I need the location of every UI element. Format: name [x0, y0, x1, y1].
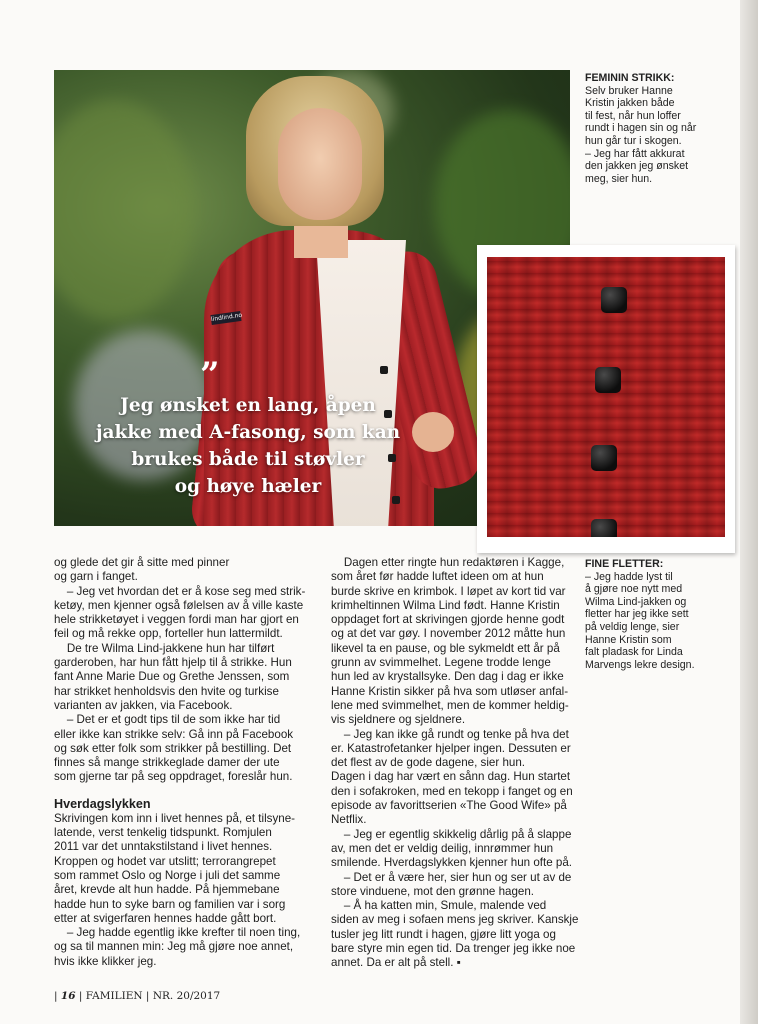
caption-heading: FEMININ STRIKK: [585, 72, 675, 84]
caption-line: til fest, når hun loffer [585, 109, 681, 122]
article-text-line: er. Katastrofetanker hjelper ingen. Dessuten er [331, 741, 571, 755]
cardigan-button-closeup [591, 445, 617, 471]
caption-line: Wilma Lind-jakken og [585, 595, 687, 608]
caption-line: den jakken jeg ønsket [585, 160, 689, 173]
article-text-line: likevel ta en pause, og ble sykmeldt ett år på [331, 641, 560, 655]
caption-line: falt pladask for Linda [585, 646, 683, 659]
cardigan-button-closeup [595, 367, 621, 393]
caption-line: Marvengs lekre design. [585, 658, 695, 671]
article-text-line: av, men det er veldig deilig, innrømmer hun [331, 841, 554, 855]
article-text-line: og sa til mannen min: Jeg må gjøre noe annet, [54, 940, 294, 954]
caption-line: å gjøre noe nytt med [585, 583, 683, 596]
hand [412, 412, 454, 452]
article-text-line: året, krevde alt hun hadde. På hjemmebane [54, 883, 280, 897]
face [278, 108, 362, 220]
article-text-line: Dagen etter ringte hun redaktøren i Kagge, [331, 556, 565, 569]
article-text-line: hun led av krystallsyke. Den dag i dag er ikke [331, 670, 564, 684]
pull-quote [88, 392, 408, 500]
article-text-line: og garn i fanget. [54, 570, 138, 584]
caption-line: på veldig lenge, sier [585, 620, 680, 633]
sleeve-brand-tag: lindlind.no [210, 311, 243, 324]
article-text-line: – Jeg hadde egentlig ikke krefter til noen ting, [54, 926, 301, 940]
footer-separator: | [78, 990, 83, 1002]
article-text-line: eller ikke kan strikke selv: Gå inn på Facebook [54, 727, 294, 741]
article-text-line: latende, verst tenkelig tidspunkt. Romjulen [54, 826, 272, 840]
article-text-line: den i sofakroken, med en tekopp i fanget og en [331, 784, 573, 798]
article-text-line: krimheltinnen Wilma Lind født. Hanne Kristin [331, 598, 560, 612]
article-text-line: De tre Wilma Lind-jakkene hun har tilført [54, 641, 275, 655]
article-text-line: og at det var gøy. I november 2012 måtte hun [331, 627, 566, 641]
article-text-line: burde skrive en krimbok. I løpet av kort tid var [331, 584, 566, 598]
column-text-block [54, 812, 316, 969]
article-text-line: finnes så mange strikkeglade damer der ute [54, 756, 280, 770]
article-text-line: episode av favorittserien «The Good Wife» på [331, 799, 567, 813]
article-text-line: oppdaget fort at skrivingen gjorde henne godt [331, 613, 565, 627]
article-text-line: vis sjeldnere og sjeldnere. [331, 713, 466, 727]
caption-line: hun går tur i skogen. [585, 134, 682, 147]
article-column-1 [54, 556, 316, 969]
magazine-name: FAMILIEN [85, 990, 143, 1002]
article-text-line: som gjerne tar på seg oppdraget, foreslår hun. [54, 770, 293, 784]
column-text-block [54, 556, 316, 785]
cardigan-button-closeup [591, 519, 617, 537]
article-text-line: Skrivingen kom inn i livet hennes på, et tilsyne- [54, 811, 296, 825]
quote-mark: ” [200, 355, 220, 395]
page-number: 16 [60, 990, 76, 1002]
issue-number: NR. 20/2017 [152, 990, 221, 1002]
article-text-line: varianten av jakken, via Facebook. [54, 698, 233, 712]
cable-knit-closeup [487, 257, 725, 537]
article-text-line: og søk etter folk som strikker på bestilling. Det [54, 741, 292, 755]
article-column-2 [331, 556, 577, 971]
article-text-line: – Å ha katten min, Smule, malende ved [331, 899, 547, 913]
caption-heading: FINE FLETTER: [585, 558, 664, 570]
article-text-line: Netflix. [331, 813, 367, 827]
article-text-line: feil og må rekke opp, forteller hun lattermildt. [54, 627, 283, 641]
caption-line: rundt i hagen sin og når [585, 122, 697, 135]
caption-line: – Jeg har fått akkurat [585, 147, 685, 160]
article-text-line: bare styre min egen tid. Da trenger jeg ikke noe [331, 942, 576, 956]
pull-quote-line: og høye hæler [174, 476, 322, 497]
article-text-line: – Det er et godt tips til de som ikke har tid [54, 713, 281, 727]
article-text-line: store vinduene, mot den grønne hagen. [331, 884, 535, 898]
column-text-block [331, 556, 577, 971]
article-text-line: det flest av de gode dagene, sier hun. [331, 756, 526, 770]
article-text-line: annet. Da er alt på stell. ▪ [331, 956, 461, 970]
caption-line: Selv bruker Hanne [585, 84, 673, 97]
article-text-line: lene med svimmelhet, men de kommer heldig- [331, 698, 569, 712]
article-text-line: – Jeg er egentlig skikkelig dårlig på å slappe [331, 827, 572, 841]
article-text-line: grunn av svimmelhet. Legene trodde lenge [331, 656, 551, 670]
article-text-line: Hanne Kristin sikker på hva som utløser anfal- [331, 684, 569, 698]
cardigan-button [380, 366, 388, 374]
article-text-line: – Det er å være her, sier hun og ser ut av de [331, 870, 572, 884]
caption-line: Hanne Kristin som [585, 633, 672, 646]
pull-quote-line: brukes både til støvler [131, 449, 365, 470]
article-text-line: har strikket henholdsvis den hvite og turkise [54, 684, 279, 698]
article-text-line: som året før hadde luftet ideen om at hun [331, 570, 544, 584]
article-text-line: smilende. Hverdagslykken kjenner hun ofte på. [331, 856, 573, 870]
article-text-line: og glede det gir å sitte med pinner [54, 556, 230, 569]
pull-quote-line: Jeg ønsket en lang, åpen [120, 395, 376, 416]
article-text-line: 2011 var det unntakstilstand i livet hennes. [54, 840, 273, 854]
article-text-line: siden av meg i sofaen mens jeg skriver. Kanskje [331, 913, 579, 927]
caption-line: – Jeg hadde lyst til [585, 570, 673, 583]
article-text-line: Dagen i dag har vært en sånn dag. Hun startet [331, 770, 571, 784]
caption-fine-fletter [585, 558, 735, 671]
article-text-line: hvis ikke klikker jeg. [54, 954, 157, 968]
pull-quote-line: jakke med A-fasong, som kan [95, 422, 401, 443]
detail-photo-frame [477, 245, 735, 553]
article-text-line: hele strikketøyet i veggen fordi man har gjort en [54, 613, 299, 627]
article-text-line: etter at svigerfaren hennes hadde gått bort. [54, 911, 277, 925]
cardigan-button-closeup [601, 287, 627, 313]
article-subheading: Hverdagslykken [54, 796, 151, 811]
footer-separator: | [54, 990, 58, 1002]
article-text-line: fant Anne Marie Due og Grethe Jenssen, som [54, 670, 290, 684]
caption-feminin-strikk [585, 72, 735, 185]
caption-line: meg, sier hun. [585, 172, 653, 185]
article-text-line: hadde hun to syke barn og familien var i sorg [54, 897, 286, 911]
article-text-line: – Jeg vet hvordan det er å kose seg med strik- [54, 584, 306, 598]
footer-separator: | [145, 990, 150, 1002]
article-text-line: som rammet Oslo og Norge i juli det samme [54, 868, 281, 882]
article-text-line: ketøy, men kjenner også følelsen av å ville kaste [54, 598, 304, 612]
article-text-line: garderoben, har hun fått hjelp til å strikke. Hun [54, 656, 292, 670]
page-footer [54, 990, 220, 1002]
foliage-blur [54, 100, 194, 320]
page-spine-shadow [740, 0, 758, 1024]
article-text-line: – Jeg kan ikke gå rundt og tenke på hva det [331, 727, 569, 741]
caption-line: Kristin jakken både [585, 97, 675, 110]
caption-line: fletter har jeg ikke sett [585, 608, 689, 621]
article-text-line: Kroppen og hodet var utslitt; terrorangrepet [54, 854, 276, 868]
article-text-line: tusler jeg litt rundt i hagen, gjøre litt yoga og [331, 927, 556, 941]
